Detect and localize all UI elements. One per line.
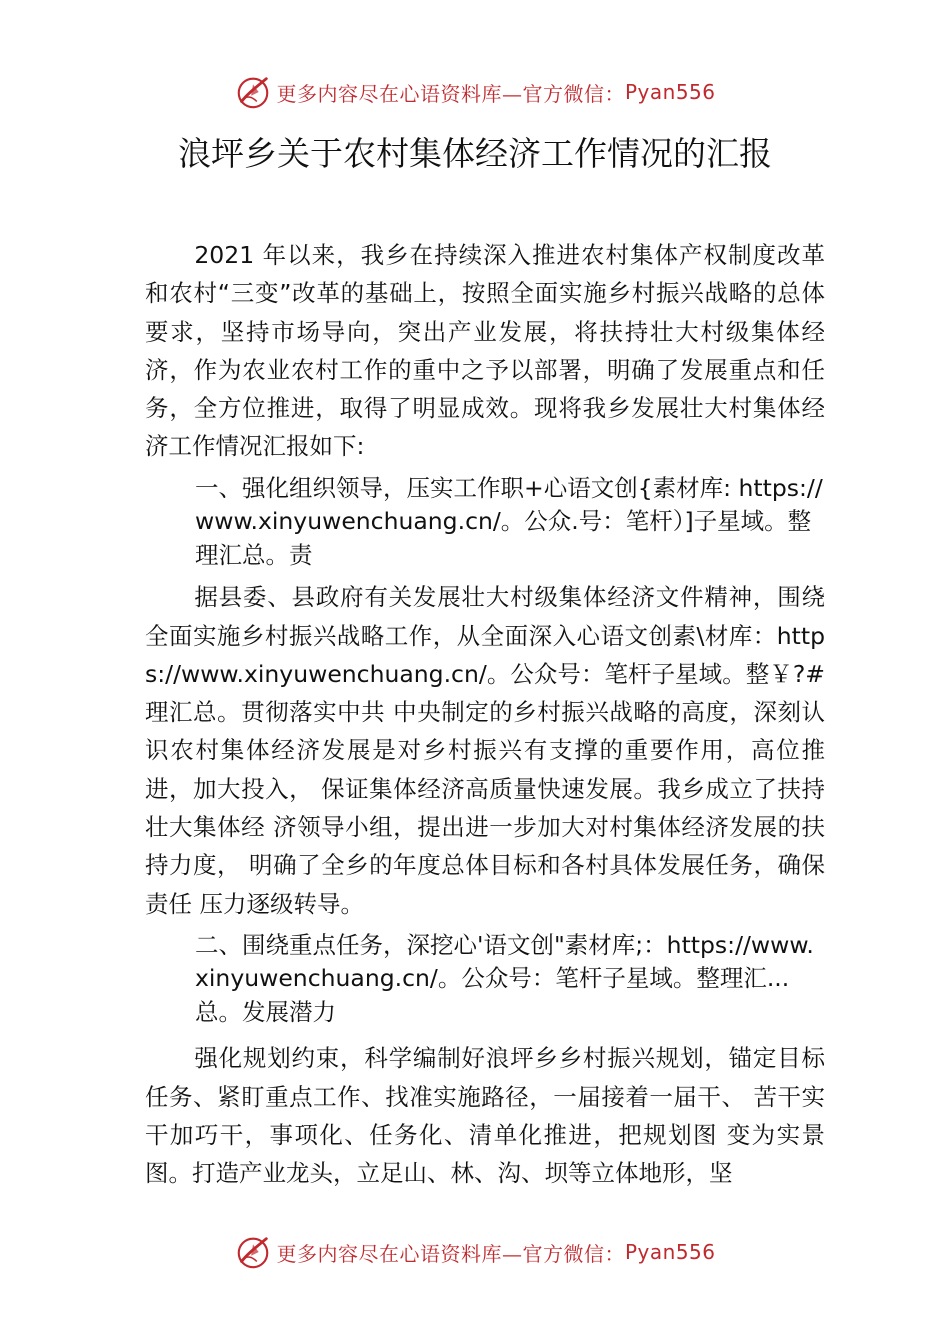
header-watermark-banner: [0, 72, 950, 112]
watermark-wechat-id: Pyan556: [624, 1240, 716, 1264]
section-heading-2: 二、围绕重点任务，深挖心'语文创"素材库;：https://www.xinyuwenchuang.cn/。公众号：笔杆子星域。整理汇...总。发展潜力: [195, 930, 814, 1026]
document-title: 浪坪乡关于农村集体经济工作情况的汇报: [178, 134, 772, 173]
watermark-text: 更多内容尽在心语资料库—官方微信：: [276, 1241, 625, 1266]
section-1-paragraph: 据县委、县政府有关发展壮大村级集体经济文件精神，围绕全面实施乡村振兴战略工作，从全面深入心语文创素\材库：https://www.xinyuwenchuang.cn/。公众号：笔杆子星域。整￥?#理汇总。贯彻落实中共 中央制定的乡村振兴战略的高度，深刻认识农村集体经济发展是对乡村振兴有支撑的重要作用，高位推进，加大投入， 保证集体经济高质量快速发展。我乡成立了扶持壮大集体经 济领导小组，提出进一步加大对村集体经济发展的扶持力度， 明确了全乡的年度总体目标和各村具体发展任务，确保责任 压力逐级转导。: [145, 583, 825, 918]
section-2-paragraph: 强化规划约束，科学编制好浪坪乡乡村振兴规划，锚定目标任务、紧盯重点工作、找准实施路径，一届接着一届干、 苦干实干加巧干，事项化、任务化、清单化推进，把规划图 变为实景图。打造产业龙头，立足山、林、沟、坝等立体地形，坚: [145, 1044, 825, 1188]
document-body: [145, 236, 825, 1193]
brush-logo-icon: [234, 73, 272, 111]
watermark-text: 更多内容尽在心语资料库—官方微信：: [276, 81, 625, 106]
section-heading-1: 一、强化组织领导，压实工作职+心语文创{素材库: https://www.xinyuwenchuang.cn/。公众.号：笔杆）]子星域。整理汇总。责: [195, 473, 823, 569]
footer-watermark-banner: [0, 1232, 950, 1272]
brush-logo-icon: [234, 1233, 272, 1271]
intro-paragraph: 2021 年以来，我乡在持续深入推进农村集体产权制度改革和农村“三变”改革的基础上，按照全面实施乡村振兴战略的总体要求，坚持市场导向，突出产业发展，将扶持壮大村级集体经济，作为农业农村工作的重中之予以部署，明确了发展重点和任务，全方位推进，取得了明显成效。现将我乡发展壮大村集体经济工作情况汇报如下:: [145, 241, 825, 461]
watermark-wechat-id: Pyan556: [624, 80, 716, 104]
